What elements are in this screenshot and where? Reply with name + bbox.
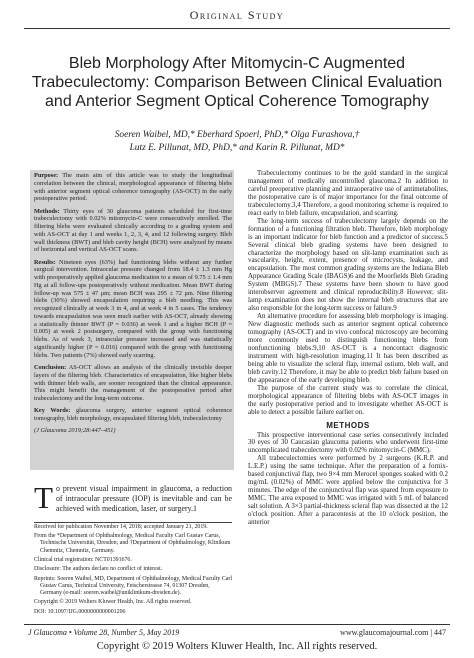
body-paragraph: Trabeculectomy continues to be the gold standard in the surgical management of medically uncontrolled glaucoma.2 In addition to careful preoperative planning and intraoperative use of antimetabolites, the postoperative care is of major importance for the final outcome of trabeculectomy.3,4 Therefore, a good monitoring scheme is required to react early to bleb failure, encapsulation, and scarring.: [248, 169, 448, 217]
footnote-rule: [34, 522, 232, 523]
intro-text: o prevent visual impairment in glaucoma, a reduction of intraocular pressure (IOP) is inevitable and can be achieved with medication, laser, or surgery.1: [55, 484, 232, 514]
purpose-label: Purpose:: [34, 172, 59, 179]
body-right-column: [248, 170, 448, 527]
methods-text: Thirty eyes of 30 glaucoma patients scheduled for first-time trabeculectomy with 0.02% mitomycin-C were consecutively enrolled. The filtering blebs were evaluated clinically according to a grading system and with AS-OCT at day 1 and weeks 1, 2, 3, 4, and 12 following surgery. Bleb wall thickness (BWT) and bleb cavity height (BCH) were analyzed by means of horizontal and vertical AS-OCT scans.: [34, 207, 232, 254]
abstract: [34, 172, 232, 440]
abstract-methods: [34, 208, 232, 255]
author-list: [24, 129, 450, 155]
footnote-received: Received for publication November 14, 2018; accepted January 21, 2019.: [34, 524, 208, 530]
footnote-disclosure: Disclosure: The authors declare no conflict of interest.: [34, 566, 163, 573]
authors-line-2: Lutz E. Pillunat, MD, PhD,* and Karin R. Pillunat, MD*: [129, 143, 345, 153]
section-label: Original Study: [189, 8, 285, 22]
conclusion-label: Conclusion:: [34, 364, 67, 372]
authors-line-1: Soeren Waibel, MD,* Eberhard Spoerl, PhD,* Olga Furashova,†: [114, 130, 360, 140]
body-paragraph: The purpose of the current study was to correlate the clinical, morphological appearance of filtering blebs with AS-OCT images in the early postoperative period and to investigate whether AS-OCT is able to detect a possible failure earlier on.: [248, 383, 448, 416]
body-paragraph: An alternative procedure for assessing bleb morphology is imaging. New diagnostic methods such as anterior segment optical coherence tomography (AS-OCT) and in vivo confocal microscopy are becoming more commonly used to distinguish functioning blebs from nonfunctioning blebs.9,10 AS-OCT is a noncontact diagnostic instrument with high-resolution imaging.11 It has been described as being able to visualize the scleral flap, internal ostium, bleb wall, and bleb cavity.12 Therefore, it may be able to predict bleb failure based on the appearance of the early developing bleb.: [248, 312, 448, 384]
methods-heading: METHODS: [326, 420, 370, 430]
footnote-copyright: Copyright © 2019 Wolters Kluwer Health, Inc. All rights reserved.: [34, 599, 192, 606]
footnote-reprints: Reprints: Soeren Waibel, MD, Department of Ophthalmology, Medical Faculty Carl Gustav Carus, Technical University, Fetscherstrasse 74, 01307 Dresden, Germany (e-mail: soeren.waibel@uniklinikum-dresden.de).: [34, 575, 232, 596]
results-text: Nineteen eyes (63%) had functioning blebs without any further surgical intervention. Intraocular pressure changed from 18.4 ± 1.3 mm Hg with preoperatively applied glaucoma medication to a mean of 9.75 ± 1.4 mm Hg at all follow-ups postoperatively without medication. Mean BWT during follow-up was 575 ± 47 μm; mean BCH was 295 ± 72 μm. Nine filtering blebs (30%) showed encapsulation requiring a bleb needling. This was recognized clinically at week 3 in 4, and at week 4 in 5 cases. The tendency towards encapsulation was seen much earlier with AS-OCT, already showing a statistically thinner BWT (P = 0.036) at week 1 and a higher BCH (P = 0.005) at week 2 postsurgery, compared with the group with functioning blebs. As of week 3, intraocular pressure increased and was statistically significantly higher (P = 0.016) compared with the group with functioning blebs. Two patients (7%) showed early scarring.: [34, 258, 232, 359]
methods-label: Methods:: [34, 207, 60, 215]
footnote-affiliations: From the *Department of Ophthalmology, Medical Faculty Carl Gustav Carus, Technische Universität, Dresden; and †Department of Ophthalmology, Klinikum Chemnitz, Chemnitz, Germany.: [34, 533, 231, 554]
abstract-results: [34, 259, 232, 360]
drop-cap: T: [34, 480, 53, 515]
footnotes: [34, 524, 232, 618]
journal-website-page: www.glaucomajournal.com | 447: [340, 628, 446, 637]
footer-rule: [24, 624, 450, 625]
article-title: Bleb Morphology After Mitomycin-C Augmented Trabeculectomy: Comparison Between Clinical Evaluation and Anterior Segment Optical Coherence Tomography: [31, 55, 443, 110]
conclusion-text: AS-OCT allows an analysis of the clinically invisible deeper layers of the filtering bleb. Characteristics of encapsulation, like higher blebs with thinner bleb walls, are sooner recognized than the clinical appearance. This might benefit the management of the postoperative period after trabeculectomy and the long-term outcome.: [34, 364, 232, 403]
footnote-trial: Clinical trial registration: NCT01391676.: [34, 556, 132, 563]
body-paragraph: All trabeculectomies were performed by 2 surgeons (K.R.P. and L.E.P.) using the same technique. After the preparation of a fornix-based conjunctival flap, two 9×4 mm Merocel sponges soaked with 0.2 mg/mL (0.02%) of MMC were applied below the conjunctiva for 3 minutes. The edge of the conjunctival flap was spared from exposure to MMC. The area exposed to MMC was irrigated with 5 mL of balanced salt solution. A 3×3 partial-thickness scleral flap was dissected at the 12 o'clock position. After a paracentesis at the 10 o'clock position, the anterior: [248, 454, 448, 526]
header-rule: [24, 28, 450, 29]
keywords-label: Key Words:: [34, 407, 71, 415]
intro-paragraph: [34, 480, 232, 515]
abstract-citation: (J Glaucoma 2019;28:447–451): [34, 427, 116, 435]
abstract-conclusion: [34, 364, 232, 403]
body-paragraph: This prospective interventional case series consecutively included 30 eyes of 30 Caucasian glaucoma patients who underwent first-time uncomplicated trabeculectomy with 0.02% mitomycin-C (MMC).: [248, 430, 448, 455]
results-label: Results:: [34, 258, 56, 266]
journal-reference: J Glaucoma • Volume 28, Number 5, May 2019: [28, 628, 180, 637]
keywords-text: glaucoma surgery, anterior segment optical coherence tomography, bleb morphology, encapsulated filtering bleb, trabeculectomy: [34, 407, 232, 423]
abstract-purpose: [34, 172, 232, 203]
body-paragraph: The long-term success of trabeculectomy largely depends on the formation of a functioning filtration bleb. Therefore, bleb morphology is an important indicator for bleb function and a predictor of success.5 Several clinical bleb grading systems have been designed to characterize the morphology based on slit-lamp examination such as vascularity, height, extent, presence of microcysts, leakage, and encapsulation. The most common grading systems are the Indiana Bleb Appearance Grading Scale (IBAGS)6 and the Moorfields Bleb Grading System (MBGS).7 These systems have been shown to have good interobserver agreement and clinical reproducibility.8 However, slit-lamp examination does not show the internal bleb structures that are also responsible for the long-term success or failure.9: [248, 216, 448, 313]
copyright-line: Copyright © 2019 Wolters Kluwer Health, Inc. All rights reserved.: [96, 641, 378, 652]
purpose-text: The main aim of this article was to study the longitudinal correlation between the clinical, morphological appearance of filtering blebs with anterior segment optical coherence tomography (AS-OCT) in the early postoperative period.: [34, 172, 232, 203]
abstract-keywords: [34, 407, 232, 423]
footnote-doi: DOI: 10.1097/IJG.0000000000001206: [34, 608, 126, 615]
